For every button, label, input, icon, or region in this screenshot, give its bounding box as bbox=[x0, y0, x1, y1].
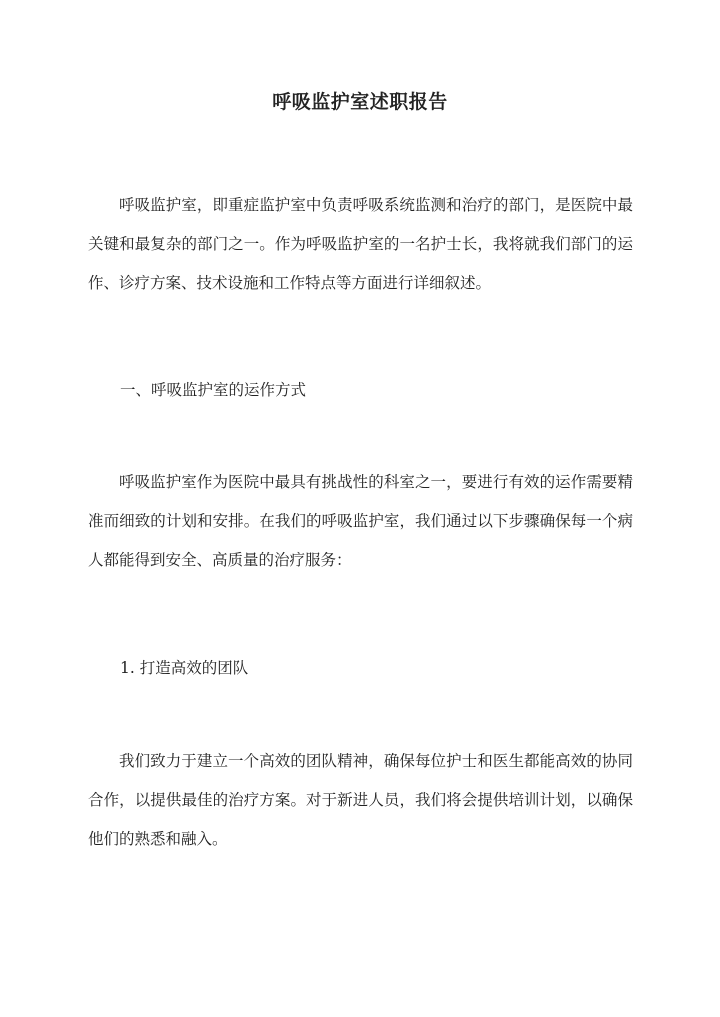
subsection-heading-team: 1. 打造高效的团队 bbox=[120, 659, 249, 677]
document-title: 呼吸监护室述职报告 bbox=[272, 91, 448, 113]
paragraph-team: 我们致力于建立一个高效的团队精神，确保每位护士和医生都能高效的协同合作，以提供最佳的治疗方案。对于新进人员，我们将会提供培训计划，以确保他们的熟悉和融入。 bbox=[88, 752, 633, 848]
section-heading-operation: 一、呼吸监护室的运作方式 bbox=[120, 381, 307, 399]
paragraph-operation: 呼吸监护室作为医院中最具有挑战性的科室之一，要进行有效的运作需要精准而细致的计划和安排。在我们的呼吸监护室，我们通过以下步骤确保每一个病人都能得到安全、高质量的治疗服务： bbox=[88, 473, 633, 569]
paragraph-intro: 呼吸监护室，即重症监护室中负责呼吸系统监测和治疗的部门，是医院中最关键和最复杂的部门之一。作为呼吸监护室的一名护士长，我将就我们部门的运作、诊疗方案、技术设施和工作特点等方面进行详细叙述。 bbox=[88, 196, 633, 292]
